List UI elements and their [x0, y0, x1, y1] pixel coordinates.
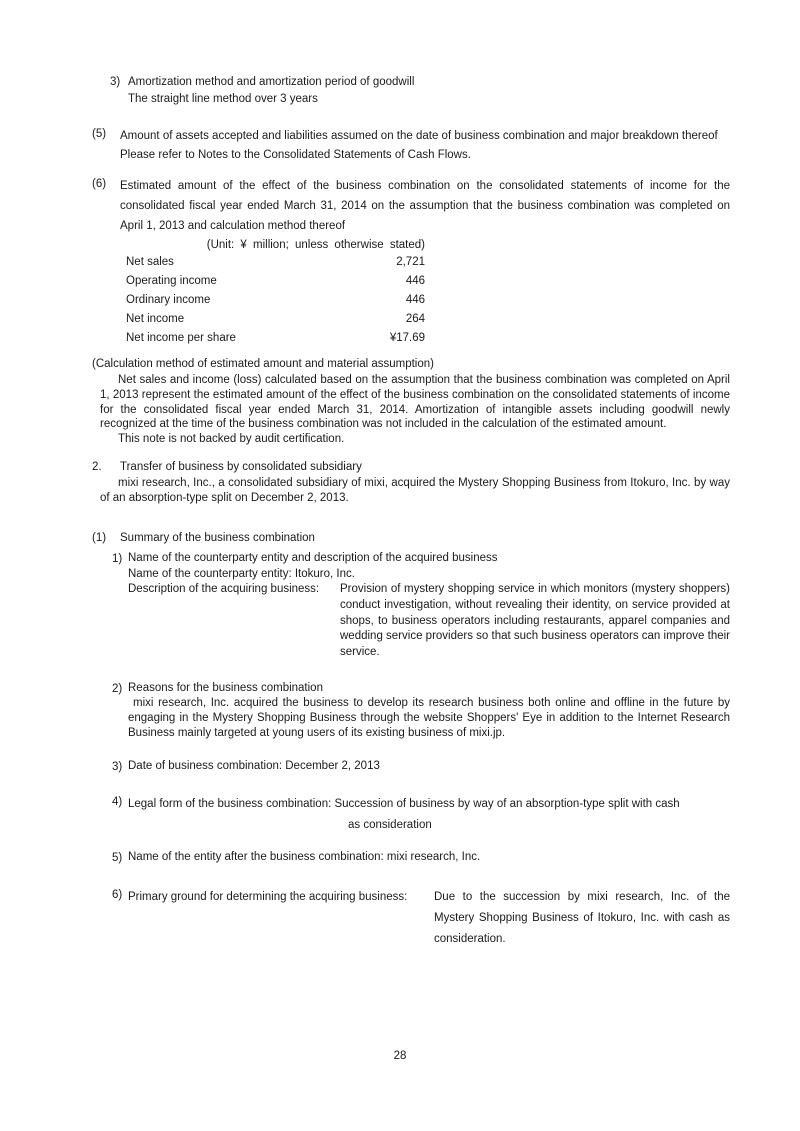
item-number: 1) [112, 553, 123, 566]
item-title: Estimated amount of the effect of the business combination on the consolidated statements of income for the consolidated fiscal year ended March 31, 2014 on the assumption that the business combination was completed on April 1, 2013 and calculation method thereof [120, 180, 730, 232]
item-title: Name of the counterparty entity and description of the acquired business [128, 552, 498, 565]
row-label: Net sales [126, 256, 174, 268]
sub-item-entity-name [112, 850, 730, 867]
summary-sub-items [112, 551, 730, 950]
item-body: The straight line method over 3 years [128, 93, 318, 105]
page-number: 28 [393, 1050, 407, 1062]
sub-item-date [112, 759, 730, 776]
item-number: 6) [112, 889, 123, 902]
sub-item-counterparty [112, 551, 730, 661]
section-5-assets-liabilities [92, 126, 730, 164]
section-6-estimated-effect [92, 176, 730, 348]
description-text: Provision of mystery shopping service in which monitors (mystery shoppers) conduct investigation, without revealing their identity, on service provided at shops, to business operators including restaurants, apparel companies and wedding service providers so that such business operators can improve their service. [340, 583, 730, 658]
sub-item-reasons [112, 681, 730, 742]
item-body: mixi research, Inc. acquired the business to develop its research business both online and offline in the future by engaging in the Mystery Shopping Business through the website Shoppers' Eye in addition to the Internet Research Business mainly targeted at young users of its existing business of mixi.jp. [128, 697, 730, 740]
item-title: Date of business combination: December 2, 2013 [128, 760, 380, 773]
item-body: Please refer to Notes to the Consolidated Statements of Cash Flows. [120, 149, 471, 161]
section-summary-combination [92, 530, 730, 950]
counterparty-name: Name of the counterparty entity: Itokuro, Inc. [128, 567, 355, 580]
section-2-transfer-of-business [92, 459, 730, 506]
row-value: 2,721 [396, 256, 425, 268]
primary-ground-description [128, 887, 730, 950]
unit-note: (Unit: ¥ million; unless otherwise stated) [206, 239, 425, 251]
section-title: Transfer of business by consolidated subsidiary [120, 461, 362, 474]
row-label: Operating income [126, 275, 217, 287]
item-number: (6) [92, 178, 107, 190]
item-number: 2) [112, 682, 123, 695]
row-label: Ordinary income [126, 294, 211, 306]
note-paragraph: This note is not backed by audit certification. [118, 433, 345, 446]
item-number: (1) [92, 532, 107, 545]
legal-form-line2: as consideration [348, 819, 432, 832]
income-effect-table [126, 237, 425, 348]
item-title: Reasons for the business combination [128, 681, 323, 694]
row-value: 264 [405, 313, 425, 325]
row-value: 446 [405, 275, 425, 287]
note-heading: (Calculation method of estimated amount and material assumption) [92, 358, 434, 370]
calculation-method-note [92, 356, 730, 447]
item-number: 3) [112, 761, 123, 774]
row-label: Net income [126, 313, 185, 325]
item-number: 3) [110, 76, 121, 88]
item-title: Amount of assets accepted and liabilities assumed on the date of business combination and major breakdown thereof [120, 130, 718, 142]
note-paragraph: Net sales and income (loss) calculated based on the assumption that the business combination was completed on April 1, 2013 represent the estimated amount of the effect of the business combination on the consolidated statements of income for the consolidated fiscal year ended March 31, 2014. Amortization of intangible assets including goodwill newly recognized at the time of the business combination was not included in the calculation of the estimated amount. [100, 374, 730, 431]
item-number: 4) [112, 796, 123, 809]
row-value: ¥17.69 [389, 332, 425, 344]
table-row [126, 291, 425, 310]
row-value: 446 [405, 294, 425, 306]
acquired-business-description [128, 582, 730, 661]
item-number: 5) [112, 852, 123, 865]
item-number: (5) [92, 128, 107, 140]
legal-form-line1: Legal form of the business combination: Succession of business by way of an absorption-type split with cash [128, 798, 680, 811]
table-row [126, 253, 425, 272]
table-row [126, 272, 425, 291]
table-row [126, 329, 425, 348]
description-label: Primary ground for determining the acquiring business: [128, 891, 408, 904]
table-row [126, 310, 425, 329]
sub-item-legal-form [112, 794, 730, 836]
item-title: Amortization method and amortization period of goodwill [128, 76, 415, 88]
section-number: 2. [92, 461, 102, 474]
description-label: Description of the acquiring business: [128, 583, 320, 596]
item-title: Name of the entity after the business combination: mixi research, Inc. [128, 851, 481, 864]
sub-item-primary-ground [112, 887, 730, 950]
item-title: Summary of the business combination [120, 532, 315, 545]
description-text: Due to the succession by mixi research, Inc. of the Mystery Shopping Business of Itokuro, Inc. with cash as consideration. [434, 891, 730, 946]
section-goodwill-amortization [110, 74, 730, 108]
row-label: Net income per share [126, 332, 236, 344]
section-body: mixi research, Inc., a consolidated subsidiary of mixi, acquired the Mystery Shopping Business from Itokuro, Inc. by way of an absorption-type split on December 2, 2013. [100, 477, 730, 505]
